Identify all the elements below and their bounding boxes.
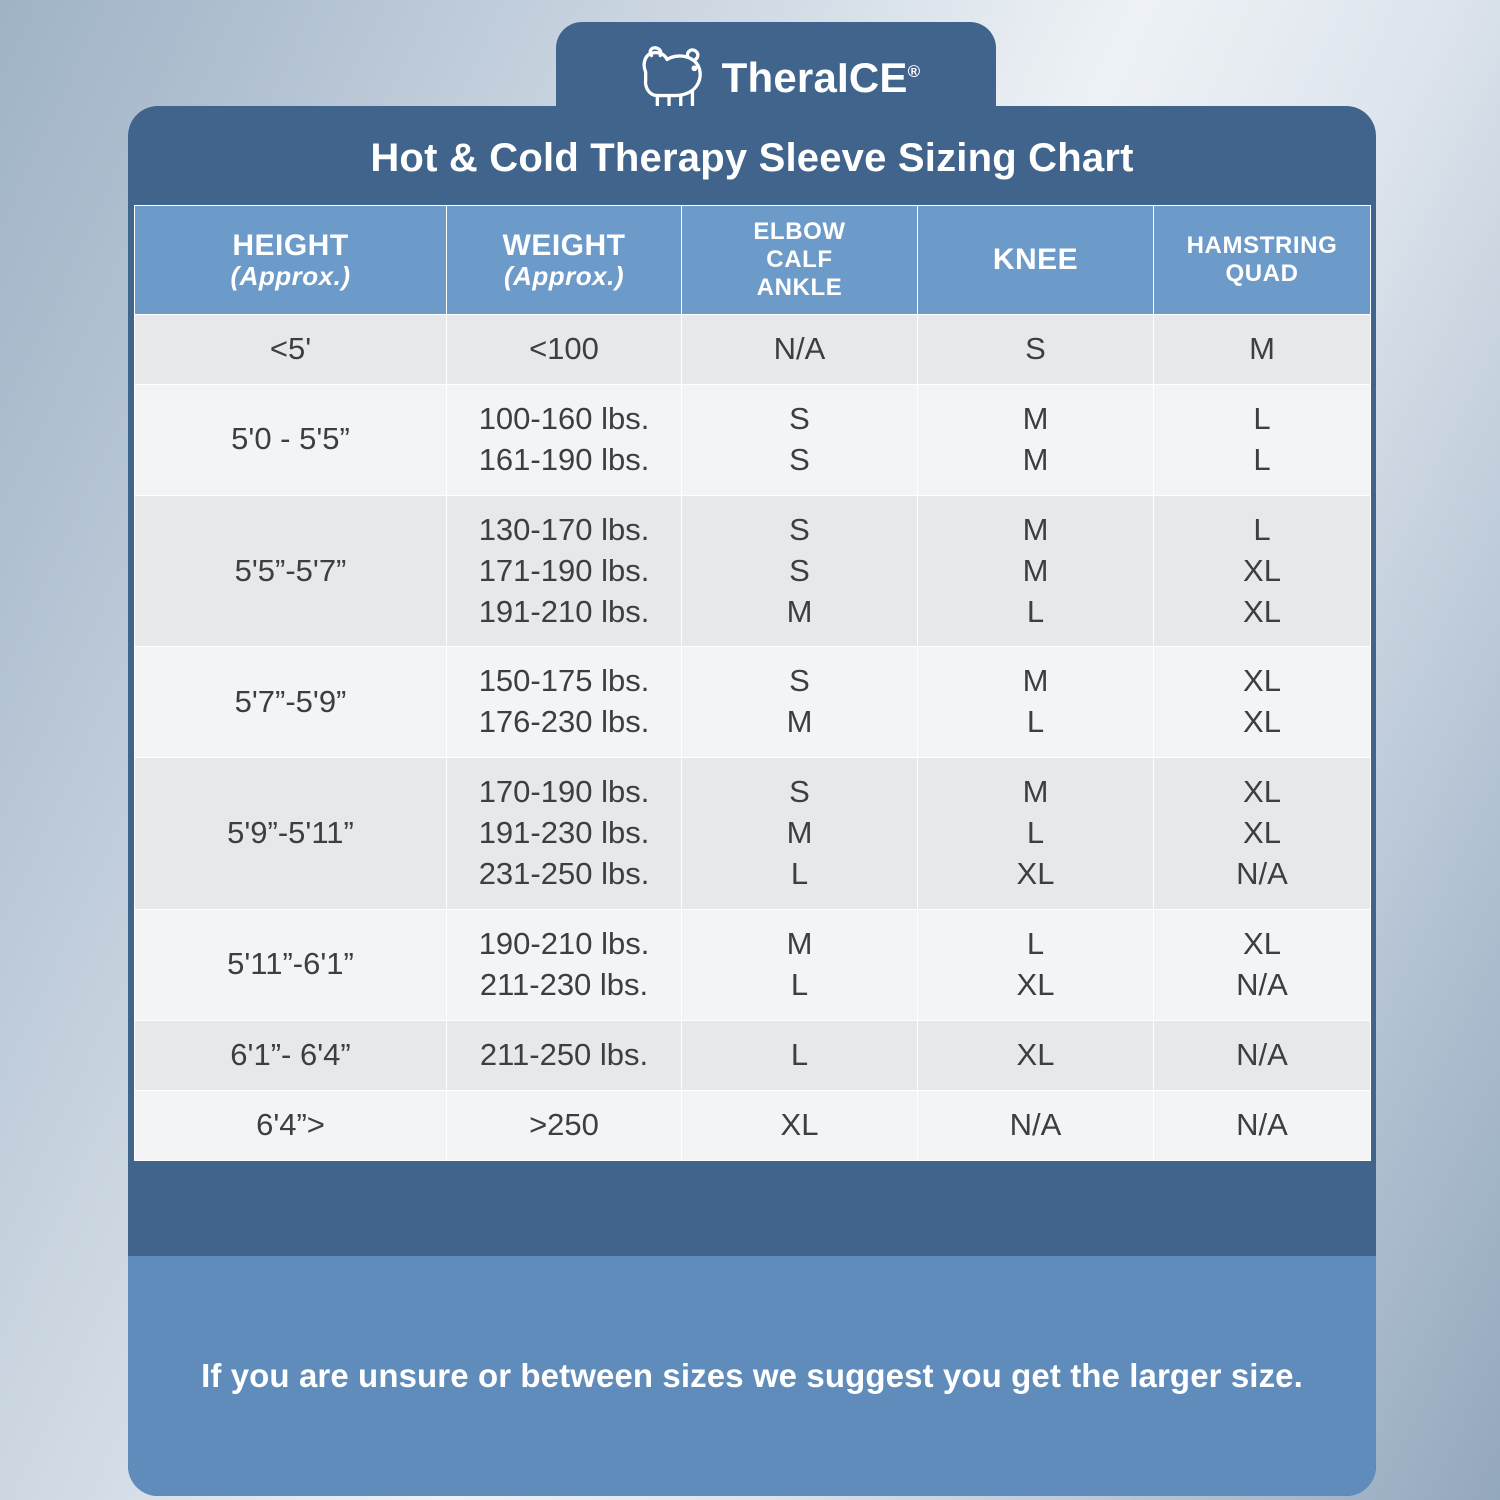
col-header-height-sub: (Approx.) xyxy=(230,261,351,292)
sizing-chart-card xyxy=(128,106,1376,1496)
cell-line: L xyxy=(790,856,809,892)
cell-hamstring-quad xyxy=(1154,647,1371,758)
col-header-weight-sub: (Approx.) xyxy=(503,261,625,292)
cell-line: XL xyxy=(1243,774,1281,810)
cell-elbow-calf-ankle xyxy=(682,315,918,385)
cell-height: 5'7”-5'9” xyxy=(135,647,447,758)
cell-line: M xyxy=(1022,441,1049,477)
cell-line: 171-190 lbs. xyxy=(478,552,650,588)
cell-line: M xyxy=(1022,774,1049,810)
cell-height: 5'9”-5'11” xyxy=(135,758,447,910)
brand-name xyxy=(722,54,921,102)
cell-line: XL xyxy=(1243,815,1281,851)
cell-line: M xyxy=(786,925,813,961)
cell-line: XL xyxy=(1243,593,1281,629)
cell-knee xyxy=(918,909,1154,1020)
cell-knee xyxy=(918,384,1154,495)
cell-weight xyxy=(447,1090,682,1160)
cell-line: 211-230 lbs. xyxy=(479,966,649,1002)
table-row xyxy=(135,758,1371,910)
cell-hamstring-quad xyxy=(1154,909,1371,1020)
cell-knee xyxy=(918,1090,1154,1160)
cell-line: 190-210 lbs. xyxy=(478,925,650,961)
cell-line: N/A xyxy=(1236,1106,1288,1142)
cell-knee xyxy=(918,1020,1154,1090)
brand-name-text: TheraICE xyxy=(721,54,908,101)
cell-height: 5'0 - 5'5” xyxy=(135,384,447,495)
cell-line: XL xyxy=(1016,1036,1055,1072)
cell-knee xyxy=(918,495,1154,647)
cell-line: XL xyxy=(1243,704,1281,740)
table-row xyxy=(135,647,1371,758)
cell-elbow-calf-ankle xyxy=(682,647,918,758)
cell-line: 211-250 lbs. xyxy=(479,1036,649,1072)
cell-line: S xyxy=(1025,331,1046,366)
polar-bear-icon xyxy=(632,42,710,114)
cell-line: M xyxy=(786,593,813,629)
cell-elbow-calf-ankle xyxy=(682,758,918,910)
cell-line: L xyxy=(1026,925,1045,961)
cell-line: L xyxy=(1253,511,1271,547)
cell-elbow-calf-ankle xyxy=(682,909,918,1020)
col-header-calf: CALF xyxy=(766,246,833,274)
cell-line: L xyxy=(790,1036,809,1072)
cell-hamstring-quad xyxy=(1154,1090,1371,1160)
cell-elbow-calf-ankle xyxy=(682,384,918,495)
cell-line: XL xyxy=(1243,663,1281,699)
cell-weight xyxy=(447,315,682,385)
table-row xyxy=(135,384,1371,495)
cell-line: 231-250 lbs. xyxy=(478,856,650,892)
cell-line: XL xyxy=(1016,966,1055,1002)
sizing-table-wrap xyxy=(134,205,1370,1161)
header-row xyxy=(135,206,1371,315)
footer-note-bar xyxy=(128,1256,1376,1496)
col-header-knee-label: KNEE xyxy=(992,242,1079,276)
cell-line: N/A xyxy=(1009,1106,1062,1142)
cell-line: S xyxy=(789,400,810,436)
col-header-weight-label: WEIGHT xyxy=(502,228,626,262)
table-row xyxy=(135,909,1371,1020)
cell-line: S xyxy=(789,441,810,477)
table-row xyxy=(135,315,1371,385)
col-header-height-label: HEIGHT xyxy=(232,228,349,262)
cell-knee xyxy=(918,758,1154,910)
cell-line: 100-160 lbs. xyxy=(478,400,650,436)
cell-line: 191-210 lbs. xyxy=(478,593,650,629)
cell-line: L xyxy=(1026,593,1045,629)
cell-line: N/A xyxy=(1236,856,1288,892)
cell-height: <5' xyxy=(135,315,447,385)
table-row xyxy=(135,495,1371,647)
col-header-elbow: ELBOW xyxy=(753,218,846,246)
cell-hamstring-quad xyxy=(1154,495,1371,647)
cell-line: S xyxy=(789,774,810,810)
cell-line: S xyxy=(789,511,810,547)
registered-mark: ® xyxy=(907,62,921,81)
cell-hamstring-quad xyxy=(1154,315,1371,385)
col-header-ankle: ANKLE xyxy=(756,273,843,301)
cell-hamstring-quad xyxy=(1154,758,1371,910)
cell-line: N/A xyxy=(1236,966,1288,1002)
cell-line: M xyxy=(1022,400,1049,436)
cell-line: M xyxy=(1022,511,1049,547)
cell-line: L xyxy=(790,966,809,1002)
cell-line: M xyxy=(1249,331,1275,366)
cell-line: <100 xyxy=(529,331,599,366)
cell-line: L xyxy=(1026,704,1045,740)
cell-weight xyxy=(447,384,682,495)
cell-line: >250 xyxy=(529,1106,599,1142)
cell-line: M xyxy=(1022,552,1049,588)
cell-line: 191-230 lbs. xyxy=(478,815,650,851)
table-body xyxy=(135,315,1371,1161)
cell-line: 176-230 lbs. xyxy=(478,704,650,740)
cell-height: 6'1”- 6'4” xyxy=(135,1020,447,1090)
page-title: Hot & Cold Therapy Sleeve Sizing Chart xyxy=(370,136,1134,180)
cell-elbow-calf-ankle xyxy=(682,495,918,647)
cell-weight xyxy=(447,909,682,1020)
cell-line: XL xyxy=(1243,925,1281,961)
footer-note: If you are unsure or between sizes we suggest you get the larger size. xyxy=(201,1357,1303,1394)
cell-line: XL xyxy=(1016,856,1055,892)
cell-height: 6'4”> xyxy=(135,1090,447,1160)
cell-line: 170-190 lbs. xyxy=(478,774,650,810)
cell-line: XL xyxy=(1243,552,1281,588)
cell-height: 5'11”-6'1” xyxy=(135,909,447,1020)
col-header-hamstring-quad xyxy=(1154,206,1371,315)
cell-line: M xyxy=(786,815,813,851)
cell-line: 161-190 lbs. xyxy=(478,441,650,477)
cell-line: L xyxy=(1253,441,1271,477)
cell-line: S xyxy=(789,552,810,588)
table-head xyxy=(135,206,1371,315)
cell-elbow-calf-ankle xyxy=(682,1090,918,1160)
cell-weight xyxy=(447,1020,682,1090)
cell-line: XL xyxy=(780,1106,819,1142)
cell-weight xyxy=(447,495,682,647)
col-header-weight xyxy=(447,206,682,315)
cell-elbow-calf-ankle xyxy=(682,1020,918,1090)
cell-knee xyxy=(918,315,1154,385)
cell-line: M xyxy=(786,704,813,740)
cell-line: M xyxy=(1022,663,1049,699)
cell-line: L xyxy=(1026,815,1045,851)
cell-line: N/A xyxy=(1236,1036,1288,1072)
col-header-height xyxy=(135,206,447,315)
col-header-elbow-calf-ankle xyxy=(682,206,918,315)
col-header-hamstring: HAMSTRING xyxy=(1186,232,1338,260)
cell-hamstring-quad xyxy=(1154,1020,1371,1090)
sizing-table xyxy=(134,205,1371,1161)
cell-weight xyxy=(447,647,682,758)
cell-weight xyxy=(447,758,682,910)
cell-line: L xyxy=(1253,400,1271,436)
cell-line: S xyxy=(789,663,810,699)
cell-knee xyxy=(918,647,1154,758)
col-header-knee xyxy=(918,206,1154,315)
cell-line: 150-175 lbs. xyxy=(478,663,650,699)
cell-hamstring-quad xyxy=(1154,384,1371,495)
cell-line: 130-170 lbs. xyxy=(478,511,650,547)
cell-line: N/A xyxy=(773,331,826,366)
table-row xyxy=(135,1020,1371,1090)
cell-height: 5'5”-5'7” xyxy=(135,495,447,647)
col-header-quad: QUAD xyxy=(1225,260,1299,287)
table-row xyxy=(135,1090,1371,1160)
